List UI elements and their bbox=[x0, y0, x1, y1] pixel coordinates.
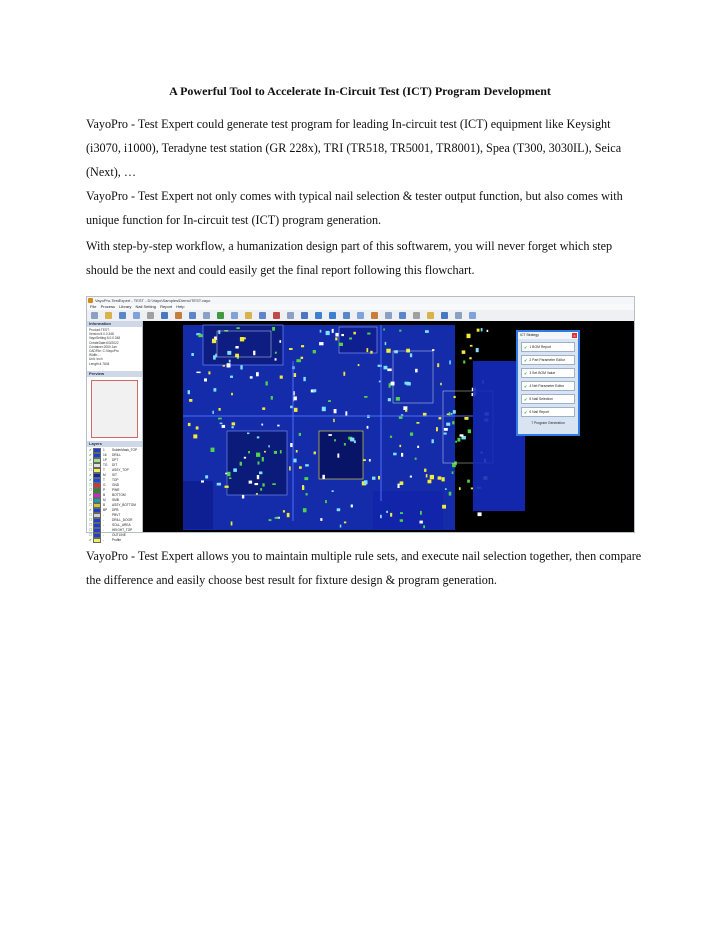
check-icon: ✔ bbox=[524, 357, 528, 363]
checkbox-icon[interactable]: ✔ bbox=[89, 458, 92, 462]
paragraph-equipment-support: VayoPro - Test Expert could generate test program for leading In-circuit test (ICT) equipment like Keysight (i3070, i1000), Teradyne test station (GR 228x), TRI (TR518, TR5001, TR8001), Spea (T300, 3030IL), Seica (Next), … bbox=[86, 117, 622, 179]
paragraph-program-generation: VayoPro - Test Expert not only comes with typical nail selection & tester output function, but also comes with unique function for In-circuit test (ICT) program generation. bbox=[86, 189, 623, 227]
ict-step-part-parameter-editor[interactable] bbox=[521, 355, 575, 365]
ict-step-label: 1 BOM Report bbox=[529, 345, 552, 349]
layer-id: - bbox=[103, 513, 105, 517]
checkbox-icon[interactable]: ✔ bbox=[89, 478, 92, 482]
information-line: Container:2000 Jan bbox=[89, 344, 117, 349]
check-icon: ✔ bbox=[524, 396, 528, 402]
toolbar-tool-icon[interactable] bbox=[133, 312, 140, 319]
toolbar-tool-icon[interactable] bbox=[273, 312, 280, 319]
layer-name: SMB bbox=[112, 498, 119, 502]
toolbar-tool-icon[interactable] bbox=[245, 312, 252, 319]
layer-row[interactable] bbox=[89, 538, 140, 543]
layer-name: SOLL_AREA bbox=[112, 523, 131, 527]
checkbox-icon[interactable]: ☐ bbox=[89, 488, 93, 492]
toolbar-tool-icon[interactable] bbox=[399, 312, 406, 319]
information-line: Unit: Inch bbox=[89, 357, 103, 362]
layer-name: PWR bbox=[112, 488, 120, 492]
ict-strategy-title bbox=[518, 332, 578, 339]
document-title: A Powerful Tool to Accelerate In-Circuit Test (ICT) Program Development bbox=[169, 84, 551, 98]
layer-name: ASSY_TOP bbox=[112, 468, 129, 472]
toolbar-tool-icon[interactable] bbox=[91, 312, 98, 319]
checkbox-icon[interactable]: ✔ bbox=[89, 473, 92, 477]
window-titlebar bbox=[87, 297, 634, 304]
layer-id: - bbox=[103, 528, 105, 532]
toolbar-tool-icon[interactable] bbox=[119, 312, 126, 319]
layer-name: Profile bbox=[112, 538, 122, 542]
toolbar-tool-icon[interactable] bbox=[217, 312, 224, 319]
menu-nail-setting[interactable]: Nail Setting bbox=[135, 304, 156, 309]
toolbar-tool-icon[interactable] bbox=[175, 312, 182, 319]
toolbar-tool-icon[interactable] bbox=[343, 312, 350, 319]
toolbar-tool-icon[interactable] bbox=[455, 312, 462, 319]
layer-name: DRILL_DOOR bbox=[112, 518, 133, 522]
toolbar-tool-icon[interactable] bbox=[357, 312, 364, 319]
toolbar-tool-icon[interactable] bbox=[469, 312, 476, 319]
checkbox-icon[interactable]: ☐ bbox=[89, 528, 93, 532]
layer-id: BP bbox=[103, 508, 108, 512]
checkbox-icon[interactable]: ☐ bbox=[89, 518, 93, 522]
information-line: Length:4.7844 bbox=[89, 361, 110, 366]
vayopro-screenshot bbox=[86, 296, 635, 542]
checkbox-icon[interactable]: ☐ bbox=[89, 483, 93, 487]
layer-id: G bbox=[103, 483, 106, 487]
paragraph-rule-sets: VayoPro - Test Expert allows you to maintain multiple rule sets, and execute nail selection together, then compare the difference and easily choose best result for fixture design & program generation. bbox=[86, 549, 642, 587]
close-icon[interactable]: × bbox=[573, 333, 576, 338]
ict-step-label: 4 Net Parameter Editor bbox=[529, 384, 565, 388]
paragraph-workflow: With step-by-step workflow, a humanization design part of this softwarem, you will never forget which step should be the next and could easily get the final report following this flowchart. bbox=[86, 239, 613, 277]
layer-name: PBVT bbox=[112, 513, 121, 517]
toolbar-tool-icon[interactable] bbox=[315, 312, 322, 319]
ict-step-set-bom-value[interactable] bbox=[521, 368, 575, 378]
toolbar-tool-icon[interactable] bbox=[413, 312, 420, 319]
checkbox-icon[interactable]: ✔ bbox=[89, 453, 92, 457]
layer-id: M bbox=[103, 498, 106, 502]
layer-id: 1P bbox=[103, 458, 107, 462]
checkbox-icon[interactable]: ☐ bbox=[89, 523, 93, 527]
checkbox-icon[interactable]: ☐ bbox=[89, 498, 93, 502]
ict-step-label: 2 Part Parameter Editor bbox=[529, 358, 565, 362]
information-line: Version:5.0.0.348 bbox=[89, 332, 114, 337]
layer-name: SIT bbox=[112, 473, 117, 477]
checkbox-icon[interactable]: ✔ bbox=[89, 448, 92, 452]
ict-step-label: 3 Set BOM Value bbox=[529, 371, 556, 375]
pcb-canvas[interactable] bbox=[143, 321, 634, 532]
ict-step-nail-selection[interactable] bbox=[521, 394, 575, 404]
layer-name: OUTLINE bbox=[112, 533, 126, 537]
layer-name: GND bbox=[112, 483, 120, 487]
toolbar-tool-icon[interactable] bbox=[329, 312, 336, 319]
layer-name: DIT bbox=[112, 463, 118, 467]
layer-id: T bbox=[103, 468, 105, 472]
checkbox-icon[interactable]: ☐ bbox=[89, 513, 93, 517]
information-line: CreateDate:6/3/2022 bbox=[89, 340, 119, 345]
menu-library[interactable]: Library bbox=[119, 304, 132, 309]
toolbar-tool-icon[interactable] bbox=[385, 312, 392, 319]
layer-name: SolderMask_TOP bbox=[112, 448, 138, 452]
check-icon: ✔ bbox=[524, 383, 528, 389]
layer-id: - bbox=[103, 538, 105, 542]
layer-color-swatch bbox=[93, 538, 101, 543]
layer-id: P bbox=[103, 488, 106, 492]
toolbar-tool-icon[interactable] bbox=[301, 312, 308, 319]
layer-id: 16 bbox=[103, 453, 107, 457]
checkbox-icon[interactable]: ☐ bbox=[89, 533, 93, 537]
check-icon: ✔ bbox=[524, 370, 528, 376]
ict-step-bom-report[interactable] bbox=[521, 342, 575, 352]
layers-list bbox=[87, 447, 142, 544]
toolbar-tool-icon[interactable] bbox=[161, 312, 168, 319]
toolbar-tool-icon[interactable] bbox=[105, 312, 112, 319]
left-panel bbox=[87, 321, 143, 542]
checkbox-icon[interactable]: ☐ bbox=[89, 503, 93, 507]
menu-help[interactable]: Help bbox=[176, 304, 185, 309]
ict-step-nail-report[interactable] bbox=[521, 407, 575, 417]
checkbox-icon[interactable]: ☐ bbox=[89, 463, 93, 467]
toolbar-tool-icon[interactable] bbox=[203, 312, 210, 319]
checkbox-icon[interactable]: ✔ bbox=[89, 538, 92, 542]
information-header: Information bbox=[87, 321, 142, 327]
ict-strategy-panel bbox=[516, 330, 580, 436]
preview-window[interactable] bbox=[91, 380, 138, 438]
preview-header: Preview bbox=[87, 371, 142, 377]
layer-id: - bbox=[103, 518, 105, 522]
toolbar-tool-icon[interactable] bbox=[441, 312, 448, 319]
menu-report[interactable]: Report bbox=[160, 304, 173, 309]
toolbar-tool-icon[interactable] bbox=[287, 312, 294, 319]
layer-id: TG bbox=[103, 463, 108, 467]
checkbox-icon[interactable]: ☐ bbox=[89, 468, 93, 472]
layer-id: - bbox=[103, 523, 105, 527]
toolbar-tool-icon[interactable] bbox=[427, 312, 434, 319]
information-list bbox=[87, 327, 142, 371]
ict-step-program-generation[interactable]: 7 Program Generation bbox=[531, 421, 565, 425]
layer-name: DPB bbox=[112, 508, 119, 512]
layer-name: ASSY_BOTTOM bbox=[112, 503, 136, 507]
information-line: Product:TEST bbox=[89, 328, 110, 332]
window-title: VayoPro-TestExpert - TEST - D:\Vayo\Samples\Demo\TEST.vayo bbox=[95, 298, 211, 303]
ict-step-net-parameter-editor[interactable] bbox=[521, 381, 575, 391]
ict-step-label: 6 Nail Report bbox=[529, 410, 550, 414]
layer-name: DPT bbox=[112, 458, 119, 462]
ict-step-label: 5 Nail Selection bbox=[529, 397, 553, 401]
layers-header: Layers bbox=[87, 441, 142, 447]
layer-id: M bbox=[103, 473, 106, 477]
toolbar-tool-icon[interactable] bbox=[231, 312, 238, 319]
toolbar-tool-icon[interactable] bbox=[189, 312, 196, 319]
information-line: Width:... bbox=[89, 353, 101, 358]
information-line: VayoSetting:5.0.0.348 bbox=[89, 336, 121, 341]
check-icon: ✔ bbox=[524, 344, 528, 350]
layer-id: T bbox=[103, 478, 105, 482]
layer-id: B bbox=[103, 503, 106, 507]
checkbox-icon[interactable]: ✔ bbox=[89, 508, 92, 512]
menu-file[interactable]: File bbox=[90, 304, 97, 309]
app-logo-icon bbox=[88, 298, 93, 303]
layer-id: 1 bbox=[103, 448, 105, 452]
information-line: CADFile: C:\VayoPro bbox=[89, 349, 119, 354]
layer-name: TOP bbox=[112, 478, 119, 482]
ict-strategy-title-text: ICT Strategy bbox=[520, 333, 539, 337]
layer-name: DRILL bbox=[112, 453, 122, 457]
toolbar-tool-icon[interactable] bbox=[147, 312, 154, 319]
menu-process[interactable]: Process bbox=[100, 304, 116, 309]
layer-name: BOTTOM bbox=[112, 493, 126, 497]
layer-id: B bbox=[103, 493, 106, 497]
toolbar-tool-icon[interactable] bbox=[259, 312, 266, 319]
checkbox-icon[interactable]: ✔ bbox=[89, 493, 92, 497]
toolbar-tool-icon[interactable] bbox=[371, 312, 378, 319]
layer-name: HEIGHT_TOP bbox=[112, 528, 133, 532]
check-icon: ✔ bbox=[524, 409, 528, 415]
layer-id: - bbox=[103, 533, 105, 537]
